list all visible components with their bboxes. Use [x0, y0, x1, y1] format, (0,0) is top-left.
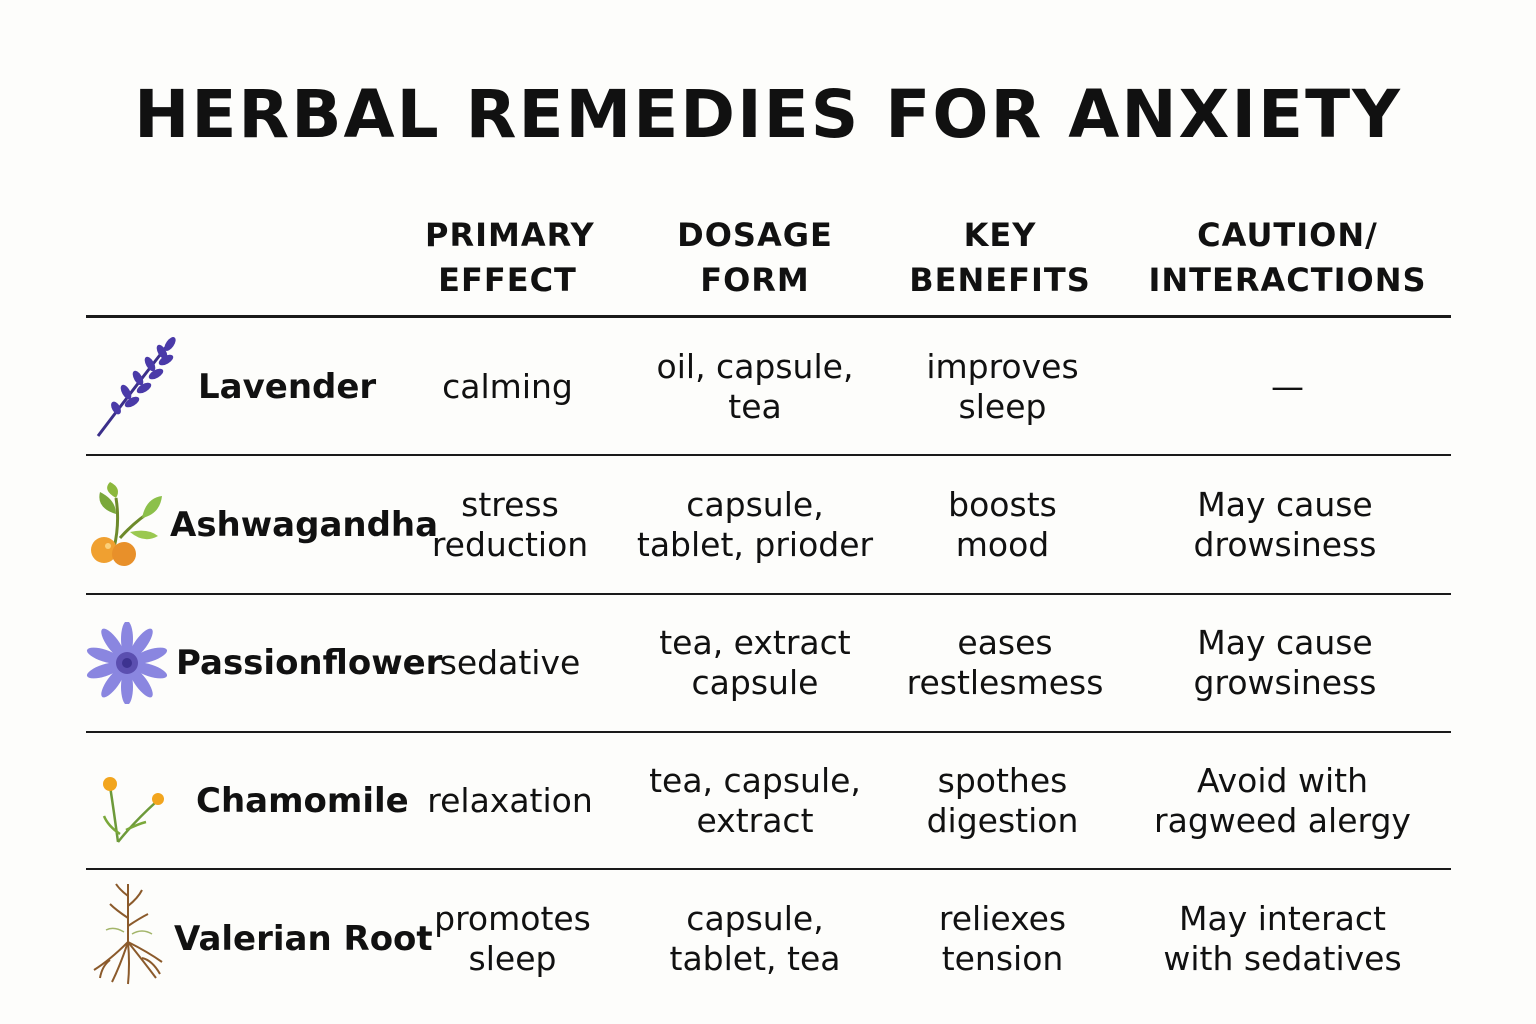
caution-cell: May interact with sedatives [1163, 899, 1402, 978]
caution-cell: May cause growsiness [1193, 623, 1377, 702]
key-benefits-cell: spothes digestion [926, 761, 1079, 840]
dosage-form-cell: capsule, tablet, tea [669, 899, 841, 978]
key-benefits-cell: eases restlesmess [906, 623, 1104, 702]
table-row [0, 318, 1536, 456]
herb-name: Lavender [198, 367, 377, 407]
key-benefits-cell: boosts mood [948, 485, 1057, 564]
dosage-form-cell: oil, capsule, tea [656, 347, 854, 426]
dosage-form-cell: capsule, tablet, prioder [636, 485, 874, 564]
primary-effect-cell: promotes sleep [434, 899, 591, 978]
primary-effect-cell: stress reduction [431, 485, 589, 564]
chamomile-icon [98, 772, 168, 846]
header-caution: CAUTION/ INTERACTIONS [1148, 216, 1427, 299]
caution-cell: — [1271, 367, 1304, 406]
herb-name: Valerian Root [174, 919, 433, 959]
lavender-icon [92, 336, 180, 440]
primary-effect-cell: sedative [439, 643, 581, 682]
caution-cell: May cause drowsiness [1193, 485, 1377, 564]
header-dosage-form: DOSAGE FORM [677, 216, 833, 299]
table-row [0, 732, 1536, 870]
key-benefits-cell: reliexes tension [938, 899, 1067, 978]
table-row [0, 870, 1536, 1008]
table-row [0, 456, 1536, 594]
herb-name: Chamomile [196, 781, 409, 821]
valerian-root-icon [90, 882, 164, 986]
passionflower-icon [86, 622, 168, 704]
table-row [0, 594, 1536, 732]
page-title: HERBAL REMEDIES FOR ANXIETY [134, 76, 1402, 153]
herb-name: Ashwagandha [170, 505, 439, 545]
primary-effect-cell: relaxation [427, 781, 593, 820]
header-key-benefits: KEY BENEFITS [909, 216, 1091, 299]
herb-name: Passionflower [176, 643, 443, 683]
dosage-form-cell: tea, capsule, extract [649, 761, 861, 840]
primary-effect-cell: calming [442, 367, 573, 406]
key-benefits-cell: improves sleep [926, 347, 1079, 426]
ashwagandha-icon [86, 478, 166, 570]
caution-cell: Avoid with ragweed alergy [1154, 761, 1411, 840]
header-primary-effect: PRIMARY EFFECT [425, 216, 595, 299]
dosage-form-cell: tea, extract capsule [659, 623, 851, 702]
